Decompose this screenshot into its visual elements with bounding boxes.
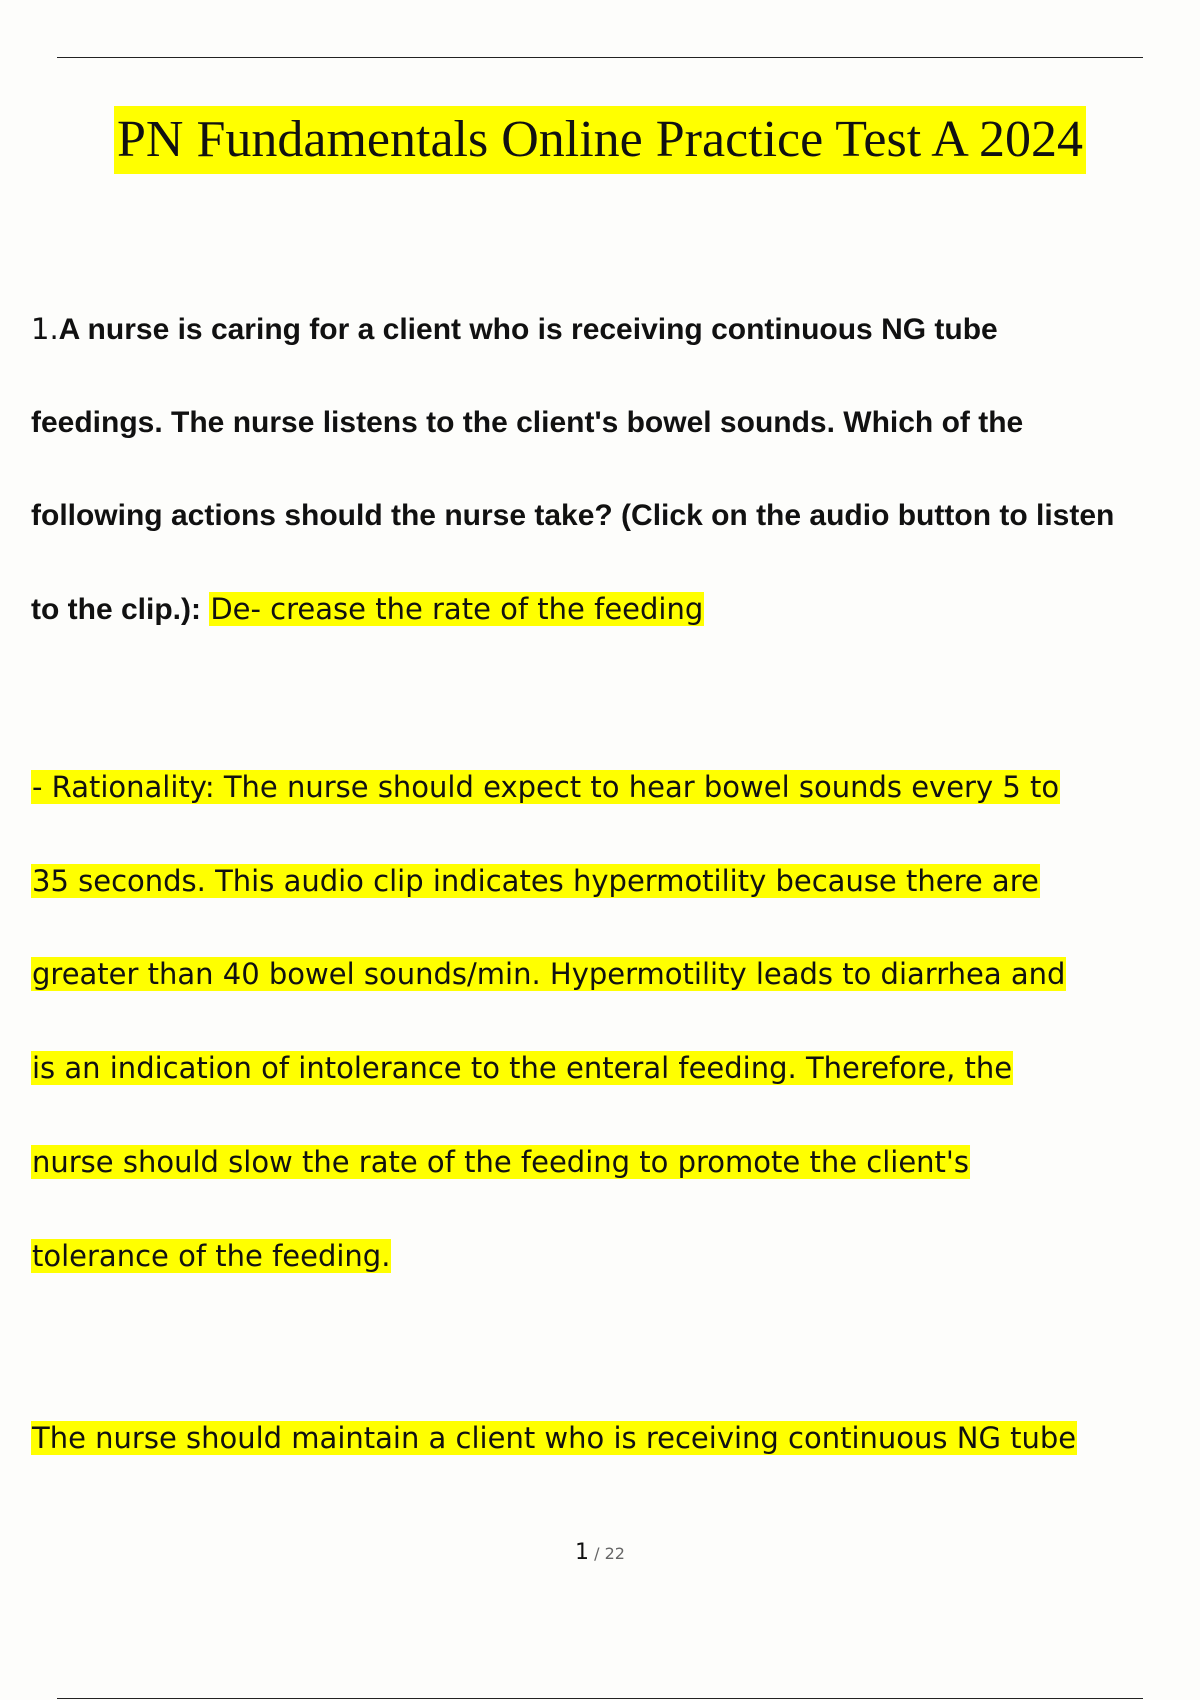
continuation-text: The nurse should maintain a client who is receiving continuous NG tube [32,1421,1077,1455]
rationale-text-6: tolerance of the feeding. [32,1239,391,1273]
total-pages: 22 [604,1544,625,1563]
question-line-2 [31,400,1196,446]
answer-text: De- crease the rate of the feeding [210,592,704,626]
question-line-1 [31,306,1196,352]
current-page: 1 [575,1540,590,1565]
rationale-line-5 [31,1139,1196,1185]
rationale-text-1: - Rationality: The nurse should expect to hear bowel sounds every 5 to [32,770,1060,804]
rationale-text-3: greater than 40 bowel sounds/min. Hypermotility leads to diarrhea and [32,957,1066,991]
question-line-3 [31,493,1196,539]
rationale-text-4: is an indication of intolerance to the enteral feeding. Therefore, the [32,1051,1013,1085]
rationale-text-2: 35 seconds. This audio clip indicates hypermotility because there are [32,864,1039,898]
rationale-text-5: nurse should slow the rate of the feeding to promote the client's [32,1145,970,1179]
question-text-3: following actions should the nurse take? (Click on the audio button to listen [31,499,1115,532]
top-divider [57,57,1143,58]
rationale-line-2 [31,858,1196,904]
rationale-line-6 [31,1233,1196,1279]
page-separator: / [594,1544,600,1563]
question-line-4 [31,586,1196,632]
bottom-divider [57,1698,1143,1699]
question-text-1: A nurse is caring for a client who is receiving continuous NG tube [58,313,998,346]
question-number: 1. [31,312,59,346]
title-container [0,106,1200,174]
document-title: PN Fundamentals Online Practice Test A 2024 [114,106,1086,174]
rationale-line-1 [31,764,1196,810]
question-text-2: feedings. The nurse listens to the client's bowel sounds. Which of the [31,406,1024,439]
continuation-line [31,1415,1196,1461]
rationale-line-4 [31,1045,1196,1091]
page-indicator [0,1540,1200,1565]
question-text-4: to the clip.): [31,593,201,626]
rationale-line-3 [31,951,1196,997]
